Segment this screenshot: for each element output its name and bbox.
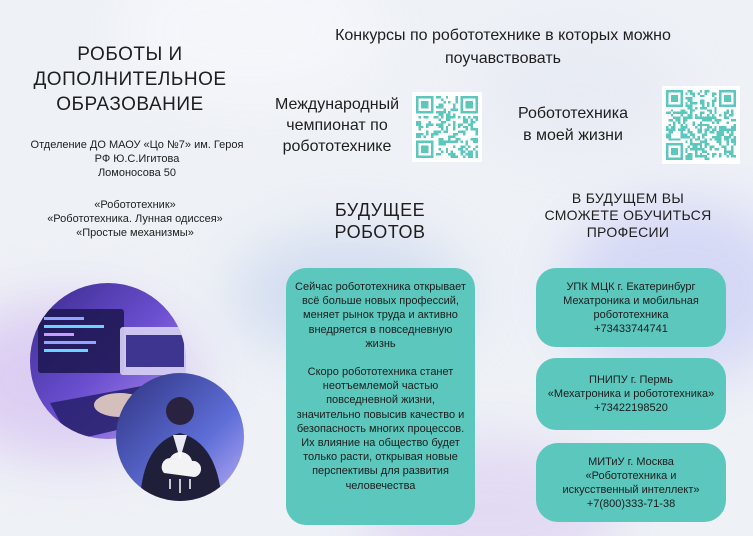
section-title xyxy=(300,199,460,243)
address-line: Ломоносова 50 xyxy=(97,167,177,179)
contest-name-line: Робототехника xyxy=(518,105,628,122)
paragraph: Сейчас робототехника открывает всё больше новых профессий, меняет рынок труда и активно внедряется в повседневную жизнь xyxy=(295,281,466,350)
card-line: Мехатроника и мобильная xyxy=(563,294,699,307)
card-line: «Робототехника и xyxy=(585,469,677,482)
future-info-box xyxy=(286,268,475,525)
title-line: РОБОТЫ И xyxy=(77,44,183,65)
program-list xyxy=(20,198,250,240)
title-line: ОБРАЗОВАНИЕ xyxy=(56,94,204,115)
contests-title: Конкурсы по робототехнике в которых можно поучавствовать xyxy=(335,27,671,67)
card-line: робототехника xyxy=(593,308,669,321)
qr-code-icon[interactable] xyxy=(662,86,740,164)
title-line: БУДУЩЕЕ xyxy=(334,200,426,220)
contest-name-line: чемпионат по xyxy=(286,117,388,134)
contest-name xyxy=(508,103,638,147)
phone-number[interactable]: +73422198520 xyxy=(594,402,668,414)
title-line: ДОПОЛНИТЕЛЬНОЕ xyxy=(33,69,227,90)
address-line: Отделение ДО МАОУ «Цо №7» им. Героя xyxy=(30,139,244,151)
title-line: В БУДУЩЕМ ВЫ xyxy=(571,190,685,206)
card-line: ПНИПУ г. Пермь xyxy=(589,374,673,386)
card-line: искусственный интеллект» xyxy=(562,483,700,496)
section-title xyxy=(528,190,728,241)
program-item: «Робототехник» xyxy=(94,199,176,211)
university-card xyxy=(536,358,726,430)
program-item: «Робототехника. Лунная одиссея» xyxy=(47,213,223,225)
program-item: «Простые механизмы» xyxy=(76,227,194,239)
contest-name-line: робототехнике xyxy=(282,138,392,155)
card-line: МИТиУ г. Москва xyxy=(588,455,674,468)
phone-number[interactable]: +7(800)333-71-38 xyxy=(586,497,676,510)
title-line: ПРОФЕСИИ xyxy=(586,224,670,240)
paragraph: Скоро робототехника станет неотъемлемой частью повседневной жизни, значительно повысив качество и безопасность многих процессов. Их влияние на общество будет только расти, открывая новые перспективы для развития человечества xyxy=(296,366,465,492)
university-card xyxy=(536,268,726,347)
contest-name-line: Международный xyxy=(274,96,400,113)
phone-number[interactable]: +73433744741 xyxy=(594,322,668,335)
page-title xyxy=(10,42,250,117)
card-line: УПК МЦК г. Екатеринбург xyxy=(566,280,696,293)
card-line: «Мехатроника и робототехника» xyxy=(547,388,715,400)
contest-name-line: в моей жизни xyxy=(523,127,623,144)
address-block xyxy=(6,138,268,180)
address-line: РФ Ю.С.Игитова xyxy=(94,153,180,165)
title-line: РОБОТОВ xyxy=(334,222,426,242)
university-card xyxy=(536,443,726,522)
title-line: СМОЖЕТЕ ОБУЧИТЬСЯ xyxy=(544,207,712,223)
contest-name xyxy=(262,94,412,157)
robotics-photo-collage xyxy=(30,283,246,503)
qr-code-icon[interactable] xyxy=(412,92,482,162)
